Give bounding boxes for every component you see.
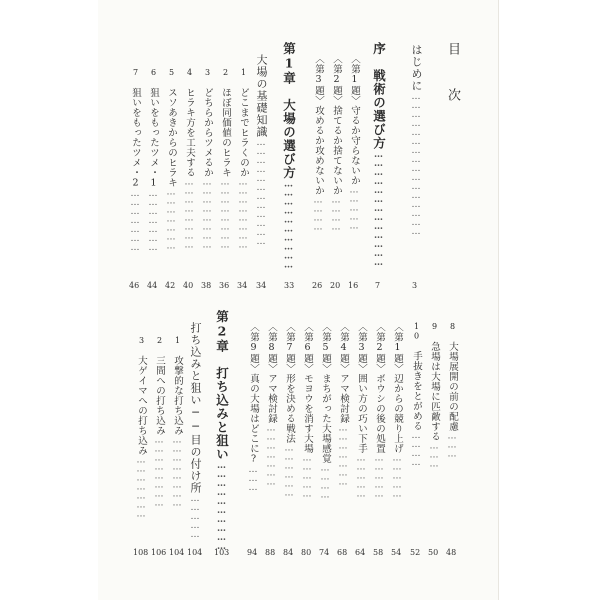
item-label: どこまでヒラくのか (238, 87, 249, 178)
toc-jo-item-3 (313, 54, 323, 232)
item-number: 6 (149, 68, 158, 78)
page-number: 33 (284, 281, 295, 290)
item-number: 1 (239, 68, 248, 78)
page-number: 44 (147, 281, 158, 290)
item-label: スソあきからのヒラキ (166, 87, 177, 188)
toc-problem-item (338, 322, 348, 487)
item-number: 9 (430, 322, 439, 332)
toc-ch1-item (447, 322, 457, 459)
leader-dots: ………………………………………… (411, 92, 421, 236)
item-label: 〈第3題〉囲い方の巧い下手 (356, 322, 367, 454)
leader-dots: …………………… (202, 177, 212, 250)
leader-dots: …………………… (220, 177, 230, 250)
toc-ch1-item (184, 68, 194, 250)
leader-dots: …………… (356, 453, 366, 499)
leader-dots: …………… (374, 453, 384, 499)
page-number: 34 (256, 281, 267, 290)
toc-intro-label: はじめに (410, 44, 423, 92)
toc-ch2-item (136, 336, 146, 519)
page-number: 68 (337, 548, 348, 557)
item-label: 〈第1題〉守るか守らないか (349, 54, 360, 186)
toc-title: 目 次 (445, 42, 460, 111)
page-number: 38 (201, 281, 212, 290)
section-label: 大場の基礎知識 (255, 54, 268, 138)
toc-chapter-2 (215, 310, 228, 551)
page-number: 7 (375, 281, 381, 290)
toc-problem-item (392, 322, 402, 499)
toc-ch1-item (130, 68, 140, 252)
leader-dots: …………………… (238, 177, 248, 250)
toc-jo-item-1 (349, 54, 359, 231)
item-label: 〈第5題〉まちがった大場感覚 (320, 322, 331, 464)
page-number: 88 (265, 548, 276, 557)
item-label: 狙いをもったツメ・1 (148, 87, 159, 189)
toc-ch1-item (429, 322, 439, 469)
page-number: 58 (373, 548, 384, 557)
item-label: 〈第7題〉形を決める戦法 (284, 322, 295, 444)
leader-dots: ………………… (166, 187, 176, 251)
leader-dots: ………… (411, 431, 421, 467)
toc-problem-item (248, 322, 258, 492)
item-label: 〈第9題〉真の大場はどこに? (248, 322, 259, 465)
page-number: 42 (165, 281, 176, 290)
leader-dots: ………………… (338, 423, 348, 487)
item-number: 1 (173, 336, 182, 346)
toc-chapter-2-section (190, 322, 201, 539)
item-label: どちらからツメるか (202, 87, 213, 178)
leader-dots: ………………… (136, 455, 146, 519)
item-label: 〈第1題〉辺からの競り上げ (392, 322, 403, 454)
leader-dots: …………… (190, 494, 200, 539)
leader-dots: ……………………………… (256, 138, 266, 246)
page-number: 104 (169, 548, 185, 557)
page-number: 26 (312, 281, 323, 290)
toc-chapter-1-section (256, 54, 267, 246)
toc-problem-item (356, 322, 366, 499)
item-number: 10 (412, 322, 421, 341)
toc-intro (411, 44, 422, 236)
chapter-label: 第2章 打ち込みと狙い (214, 310, 230, 461)
page-number: 54 (391, 548, 402, 557)
leader-dots: …………… (392, 453, 402, 499)
leader-dots: …………………… (184, 177, 194, 250)
leader-dots: ……… (447, 431, 457, 459)
toc-problem-item (266, 322, 276, 487)
item-label: 攻撃的な打ち込み (172, 355, 183, 436)
item-label: ほぼ同価値のヒラキ (220, 87, 231, 178)
item-label: 大ゲイマへの打ち込み (136, 355, 147, 456)
item-number: 7 (131, 68, 140, 78)
toc-ch2-item (172, 336, 182, 508)
item-label: 大場展開の前の配慮 (447, 341, 458, 432)
page-number: 74 (319, 548, 330, 557)
toc-jo-label: 序 戦術の選び方 (371, 42, 387, 150)
page-number: 108 (133, 548, 149, 557)
toc-ch2-item (154, 336, 164, 508)
toc-problem-item (374, 322, 384, 499)
toc-problem-item (284, 322, 294, 498)
leader-dots: ………………………… (216, 461, 227, 551)
page-number: 36 (219, 281, 230, 290)
leader-dots: …………………… (154, 435, 164, 508)
leader-dots: …………………… (172, 435, 182, 508)
page-number: 106 (151, 548, 167, 557)
item-label: 〈第6題〉モヨウを消す大場 (302, 322, 313, 454)
item-number: 2 (221, 68, 230, 78)
toc-ch1-item (238, 68, 248, 250)
page-number: 46 (129, 281, 140, 290)
item-label: 〈第8題〉アマ検討録 (266, 322, 277, 424)
toc-ch1-item (202, 68, 212, 250)
toc-problem-item (320, 322, 330, 500)
item-label: 三間への打ち込み (154, 355, 165, 436)
toc-ch1-item (148, 68, 158, 252)
page-number: 52 (410, 548, 421, 557)
leader-dots: ………… (331, 195, 341, 232)
page-number: 104 (187, 548, 203, 557)
toc-jo-item-2 (331, 54, 341, 232)
leader-dots: ……………… (284, 443, 294, 498)
item-label: 〈第2題〉ボウシの後の処置 (374, 322, 385, 454)
item-label: ヒラキ方を工夫する (184, 87, 195, 178)
toc-ch1-item (166, 68, 176, 251)
page-number: 84 (283, 548, 294, 557)
page-number: 50 (428, 548, 439, 557)
toc-chapter-1 (282, 42, 295, 270)
toc-problem-item (302, 322, 312, 499)
section-label: 打ち込みと狙い──目の付け所 (189, 322, 202, 494)
leader-dots: …………… (302, 453, 312, 499)
chapter-label: 第1章 大場の選び方 (281, 42, 297, 180)
page-number: 94 (247, 548, 258, 557)
toc-ch1-item (411, 322, 421, 467)
page-number: 3 (412, 281, 418, 290)
item-label: 狙いをもったツメ・2 (130, 87, 141, 189)
toc-jo (372, 42, 385, 267)
item-number: 4 (185, 68, 194, 78)
item-label: 手抜きをとがめる (411, 351, 422, 431)
leader-dots: ……… (248, 465, 258, 492)
page-number: 34 (237, 281, 248, 290)
item-number: 3 (137, 336, 146, 346)
leader-dots: ………… (313, 195, 323, 232)
toc-ch1-item (220, 68, 230, 250)
leader-dots: ………………… (148, 189, 158, 252)
leader-dots: ………………… (130, 189, 140, 252)
item-label: 急場は大場に匹敵する (429, 341, 440, 442)
item-label: 〈第3題〉攻めるか攻めないか (313, 54, 324, 196)
item-number: 2 (155, 336, 164, 346)
leader-dots: ……… (429, 441, 439, 469)
leader-dots: ………………………………… (373, 150, 384, 267)
page-number: 80 (301, 548, 312, 557)
page-number: 48 (446, 548, 457, 557)
page-number: 64 (355, 548, 366, 557)
leader-dots: ………… (320, 463, 330, 500)
item-number: 5 (167, 68, 176, 78)
item-number: 8 (448, 322, 457, 332)
leader-dots: ………………… (266, 423, 276, 487)
page-number: 103 (214, 548, 230, 557)
page-number: 40 (183, 281, 194, 290)
leader-dots: ………………………… (283, 179, 294, 270)
item-label: 〈第4題〉アマ検討録 (338, 322, 349, 424)
leader-dots: …………… (349, 185, 359, 231)
page-number: 16 (348, 281, 359, 290)
item-number: 3 (203, 68, 212, 78)
item-label: 〈第2題〉捨てるか捨てないか (331, 54, 342, 196)
page-number: 20 (330, 281, 341, 290)
